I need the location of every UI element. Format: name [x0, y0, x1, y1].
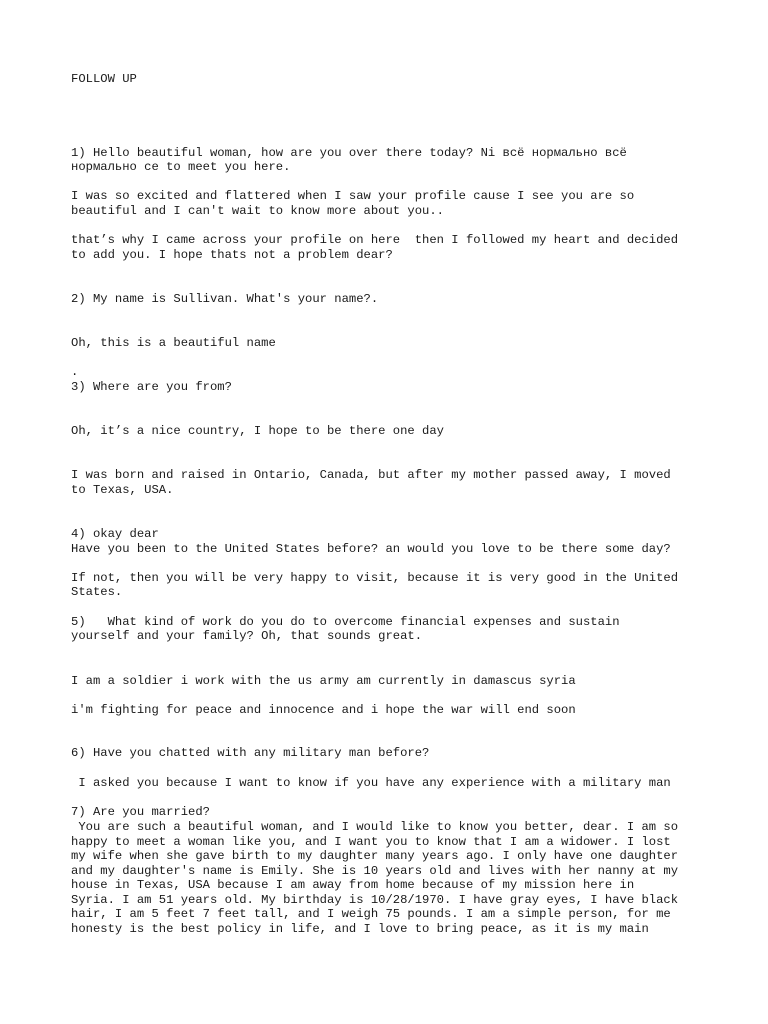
text-line: Have you been to the United States before? an would you love to be there some day?	[71, 542, 671, 556]
text-line: and my daughter's name is Emily. She is 10 years old and lives with her nanny at my	[71, 864, 679, 878]
text-line: 1) Hello beautiful woman, how are you over there today? Ni всё нормально всё	[71, 146, 627, 160]
text-line: Syria. I am 51 years old. My birthday is 10/28/1970. I have gray eyes, I have black	[71, 893, 679, 907]
text-line: Oh, this is a beautiful name	[71, 336, 276, 350]
text-line: i'm fighting for peace and innocence and i hope the war will end soon	[71, 703, 576, 717]
text-line: that’s why I came across your profile on here then I followed my heart and decided	[71, 233, 679, 247]
text-line: 3) Where are you from?	[71, 380, 232, 394]
text-line: honesty is the best policy in life, and I love to bring peace, as it is my main	[71, 922, 649, 936]
text-line: to Texas, USA.	[71, 483, 174, 497]
text-line: beautiful and I can't wait to know more about you..	[71, 204, 444, 218]
text-line: yourself and your family? Oh, that sounds great.	[71, 629, 423, 643]
text-line: I was so excited and flattered when I saw your profile cause I see you are so	[71, 189, 635, 203]
text-line: I am a soldier i work with the us army am currently in damascus syria	[71, 674, 576, 688]
text-line: 4) okay dear	[71, 527, 159, 541]
text-line: 5) What kind of work do you do to overcome financial expenses and sustain	[71, 615, 620, 629]
text-line: .	[71, 365, 79, 379]
text-line: I was born and raised in Ontario, Canada, but after my mother passed away, I moved	[71, 468, 671, 482]
text-line: 2) My name is Sullivan. What's your name?.	[71, 292, 379, 306]
text-line: to add you. I hope thats not a problem dear?	[71, 248, 393, 262]
text-line: happy to meet a woman like you, and I want you to know that I am a widower. I lost	[71, 835, 671, 849]
text-line: my wife when she gave birth to my daughter many years ago. I only have one daughter	[71, 849, 679, 863]
text-line: States.	[71, 585, 123, 599]
text-line: 6) Have you chatted with any military man before?	[71, 746, 430, 760]
text-line: 7) Are you married?	[71, 805, 210, 819]
text-line: I asked you because I want to know if you have any experience with a military man	[71, 776, 671, 790]
text-line: нормально се to meet you here.	[71, 160, 291, 174]
text-line: hair, I am 5 feet 7 feet tall, and I weigh 75 pounds. I am a simple person, for me	[71, 907, 671, 921]
document-heading: FOLLOW UP	[71, 72, 137, 86]
text-line: If not, then you will be very happy to visit, because it is very good in the United	[71, 571, 679, 585]
text-line: house in Texas, USA because I am away from home because of my mission here in	[71, 878, 635, 892]
text-line: You are such a beautiful woman, and I would like to know you better, dear. I am so	[71, 820, 679, 834]
text-line: Oh, it’s a nice country, I hope to be there one day	[71, 424, 444, 438]
